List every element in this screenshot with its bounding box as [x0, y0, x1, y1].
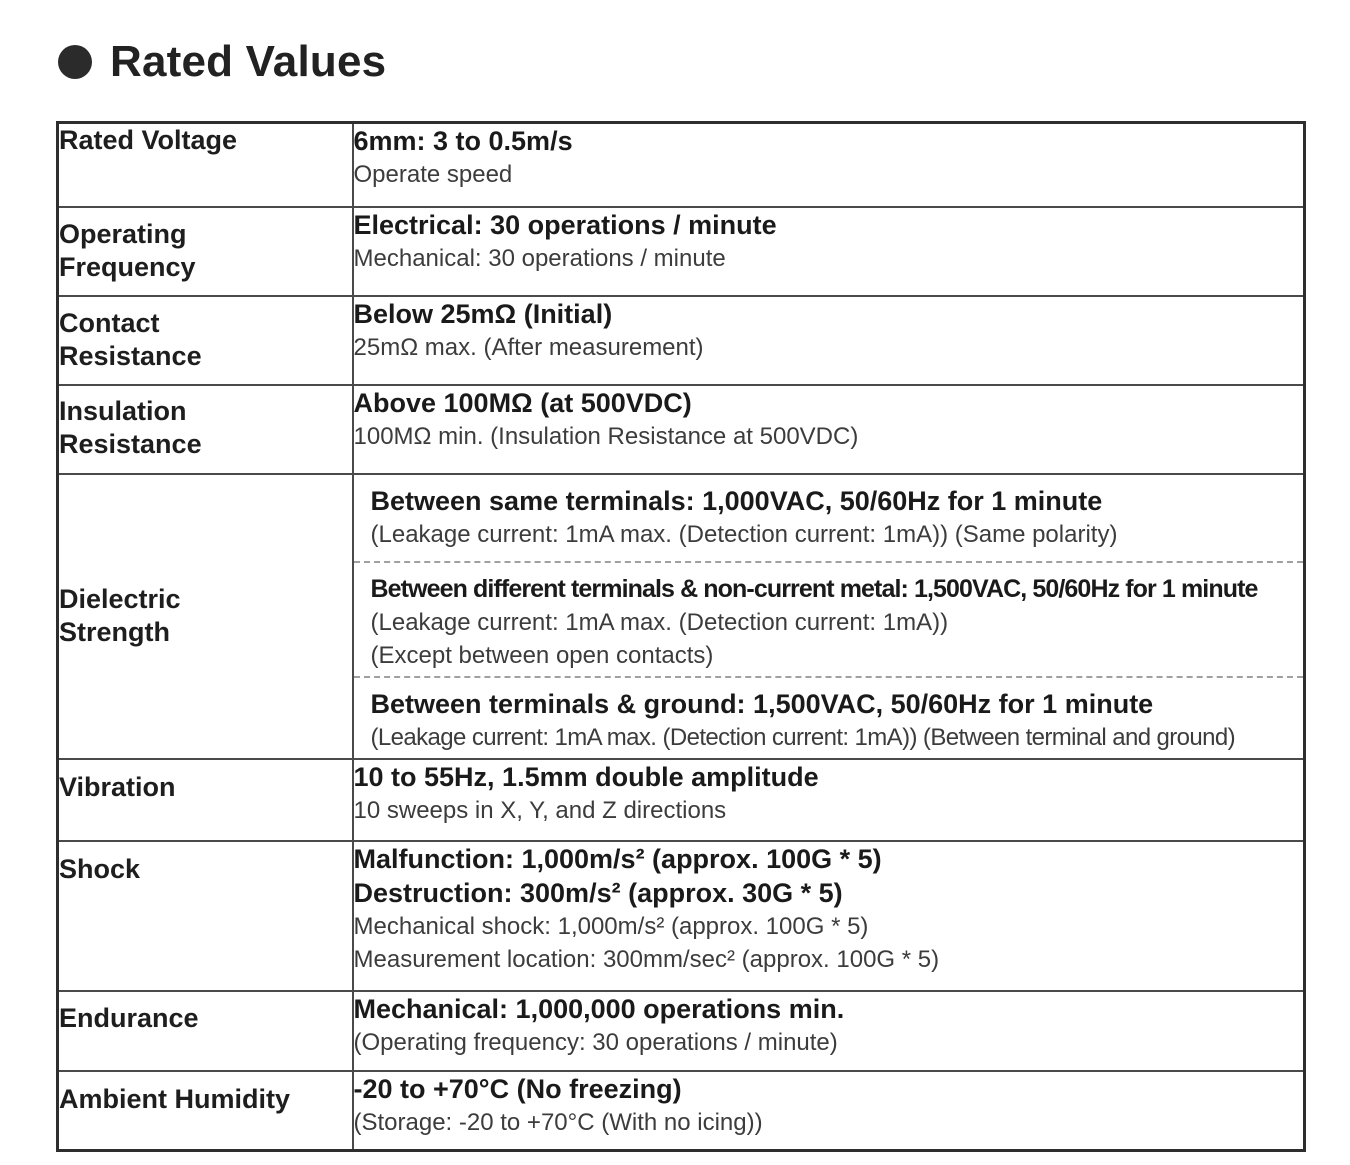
- rated-values-table: [56, 121, 1306, 1152]
- row-label: Rated Voltage: [58, 123, 353, 207]
- secondary-value: 10 sweeps in X, Y, and Z directions: [353, 796, 727, 824]
- row-label: Dielectric Strength: [58, 474, 353, 759]
- row-value: [353, 385, 1305, 474]
- primary-value: Electrical: 30 operations / minute: [353, 209, 777, 240]
- secondary-value: (Except between open contacts): [370, 641, 714, 669]
- row-label: Shock: [58, 841, 353, 991]
- table-row: [58, 296, 1305, 385]
- primary-value: 6mm: 3 to 0.5m/s: [353, 126, 573, 156]
- row-value: [353, 296, 1305, 385]
- primary-value: Destruction: 300m/s² (approx. 30G * 5): [353, 877, 843, 908]
- row-value: [353, 841, 1305, 991]
- row-value: [353, 123, 1305, 207]
- row-label: Vibration: [58, 759, 353, 841]
- row-value: [353, 991, 1305, 1071]
- secondary-value: Operate speed: [353, 161, 513, 188]
- row-label: Endurance: [58, 991, 353, 1071]
- secondary-value: (Leakage current: 1mA max. (Detection current: 1mA)) (Between terminal and ground): [370, 723, 1236, 751]
- primary-value: Malfunction: 1,000m/s² (approx. 100G * 5): [353, 843, 882, 874]
- row-label: Operating Frequency: [58, 207, 353, 296]
- primary-value: Between same terminals: 1,000VAC, 50/60Hz for 1 minute: [370, 485, 1103, 516]
- row-label: Contact Resistance: [58, 296, 353, 385]
- secondary-value: 100MΩ min. (Insulation Resistance at 500VDC): [353, 422, 859, 450]
- section-heading: [58, 36, 386, 88]
- dielectric-group: [354, 676, 1304, 756]
- primary-value: 10 to 55Hz, 1.5mm double amplitude: [353, 761, 819, 792]
- primary-value: -20 to +70°C (No freezing): [353, 1073, 682, 1104]
- row-value: [353, 1071, 1305, 1151]
- secondary-value: (Storage: -20 to +70°C (With no icing)): [353, 1108, 763, 1136]
- page-title: Rated Values: [110, 37, 387, 86]
- row-label: Ambient Humidity: [58, 1071, 353, 1151]
- row-label: Insulation Resistance: [58, 385, 353, 474]
- bullet-icon: [58, 45, 92, 79]
- table-row: [58, 123, 1305, 207]
- primary-value: Between terminals & ground: 1,500VAC, 50/60Hz for 1 minute: [370, 688, 1154, 719]
- row-value: [353, 474, 1305, 759]
- secondary-value: Mechanical shock: 1,000m/s² (approx. 100G * 5): [353, 912, 869, 940]
- dielectric-group: [354, 561, 1304, 676]
- secondary-value: Measurement location: 300mm/sec² (approx. 100G * 5): [353, 945, 940, 973]
- secondary-value: 25mΩ max. (After measurement): [353, 333, 704, 361]
- table-row: [58, 991, 1305, 1071]
- primary-value: Above 100MΩ (at 500VDC): [353, 387, 692, 418]
- table-row: [58, 385, 1305, 474]
- secondary-value: (Leakage current: 1mA max. (Detection current: 1mA)) (Same polarity): [370, 520, 1118, 548]
- primary-value: Between different terminals & non-current metal: 1,500VAC, 50/60Hz for 1 minute: [370, 574, 1258, 603]
- secondary-value: (Leakage current: 1mA max. (Detection current: 1mA)): [370, 608, 949, 636]
- table-row: [58, 759, 1305, 841]
- secondary-value: Mechanical: 30 operations / minute: [353, 244, 726, 272]
- dielectric-group: [354, 475, 1304, 561]
- table-row: [58, 1071, 1305, 1151]
- primary-value: Mechanical: 1,000,000 operations min.: [353, 993, 845, 1024]
- row-value: [353, 759, 1305, 841]
- table-row: [58, 474, 1305, 759]
- table-row: [58, 207, 1305, 296]
- primary-value: Below 25mΩ (Initial): [353, 298, 613, 329]
- table-row: [58, 841, 1305, 991]
- row-value: [353, 207, 1305, 296]
- secondary-value: (Operating frequency: 30 operations / minute): [353, 1028, 838, 1056]
